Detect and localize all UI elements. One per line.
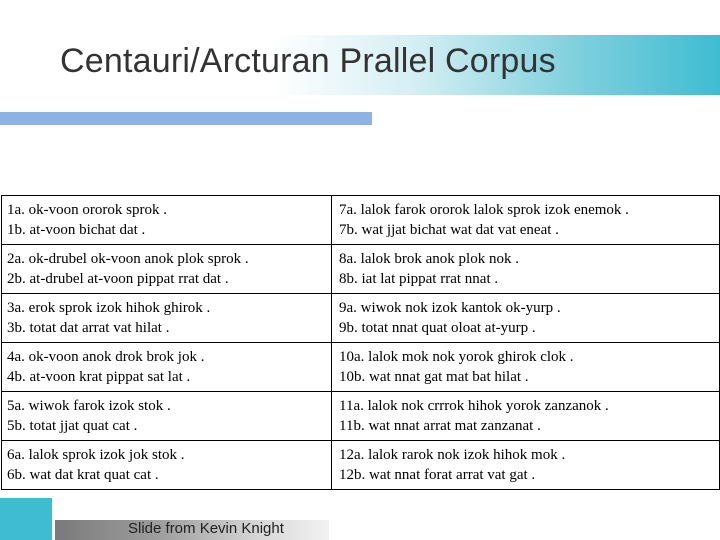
centauri-sentence: 10a. lalok mok nok yorok ghirok clok . xyxy=(339,349,574,365)
arcturan-sentence: 4b. at-voon krat pippat sat lat . xyxy=(7,369,191,385)
arcturan-sentence: 5b. totat jjat quat cat . xyxy=(7,418,138,434)
arcturan-sentence: 3b. totat dat arrat vat hilat . xyxy=(7,320,170,336)
centauri-sentence: 5a. wiwok farok izok stok . xyxy=(7,398,171,414)
arcturan-sentence: 7b. wat jjat bichat wat dat vat eneat . xyxy=(339,222,559,238)
corpus-row xyxy=(2,245,720,294)
corpus-cell-right xyxy=(332,196,720,245)
corpus-row xyxy=(2,196,720,245)
centauri-sentence: 1a. ok-voon ororok sprok . xyxy=(7,202,167,218)
corpus-cell-right xyxy=(332,294,720,343)
arcturan-sentence: 10b. wat nnat gat mat bat hilat . xyxy=(339,369,529,385)
arcturan-sentence: 9b. totat nnat quat oloat at-yurp . xyxy=(339,320,536,336)
title-underline xyxy=(0,112,372,125)
corner-accent-block xyxy=(0,498,52,540)
corpus-cell-right xyxy=(332,343,720,392)
slide-title: Centauri/Arcturan Prallel Corpus xyxy=(60,42,556,80)
corpus-row xyxy=(2,392,720,441)
corpus-cell-left xyxy=(2,196,332,245)
centauri-sentence: 3a. erok sprok izok hihok ghirok . xyxy=(7,300,211,316)
corpus-cell-left xyxy=(2,343,332,392)
corpus-cell-left xyxy=(2,441,332,490)
footer-credit: Slide from Kevin Knight xyxy=(128,520,284,537)
centauri-sentence: 9a. wiwok nok izok kantok ok-yurp . xyxy=(339,300,561,316)
arcturan-sentence: 1b. at-voon bichat dat . xyxy=(7,222,146,238)
centauri-sentence: 12a. lalok rarok nok izok hihok mok . xyxy=(339,447,566,463)
centauri-sentence: 7a. lalok farok ororok lalok sprok izok enemok . xyxy=(339,202,629,218)
centauri-sentence: 4a. ok-voon anok drok brok jok . xyxy=(7,349,205,365)
corpus-table-body xyxy=(2,196,720,490)
centauri-sentence: 11a. lalok nok crrrok hihok yorok zanzanok . xyxy=(339,398,609,414)
parallel-corpus-table xyxy=(1,195,720,490)
corpus-cell-right xyxy=(332,245,720,294)
corpus-cell-left xyxy=(2,294,332,343)
corpus-row xyxy=(2,441,720,490)
arcturan-sentence: 6b. wat dat krat quat cat . xyxy=(7,467,159,483)
centauri-sentence: 8a. lalok brok anok plok nok . xyxy=(339,251,519,267)
arcturan-sentence: 11b. wat nnat arrat mat zanzanat . xyxy=(339,418,541,434)
corpus-row xyxy=(2,294,720,343)
corpus-cell-right xyxy=(332,392,720,441)
corpus-cell-right xyxy=(332,441,720,490)
arcturan-sentence: 8b. iat lat pippat rrat nnat . xyxy=(339,271,499,287)
arcturan-sentence: 2b. at-drubel at-voon pippat rrat dat . xyxy=(7,271,229,287)
centauri-sentence: 2a. ok-drubel ok-voon anok plok sprok . xyxy=(7,251,249,267)
arcturan-sentence: 12b. wat nnat forat arrat vat gat . xyxy=(339,467,536,483)
corpus-row xyxy=(2,343,720,392)
corpus-cell-left xyxy=(2,392,332,441)
corpus-cell-left xyxy=(2,245,332,294)
centauri-sentence: 6a. lalok sprok izok jok stok . xyxy=(7,447,185,463)
